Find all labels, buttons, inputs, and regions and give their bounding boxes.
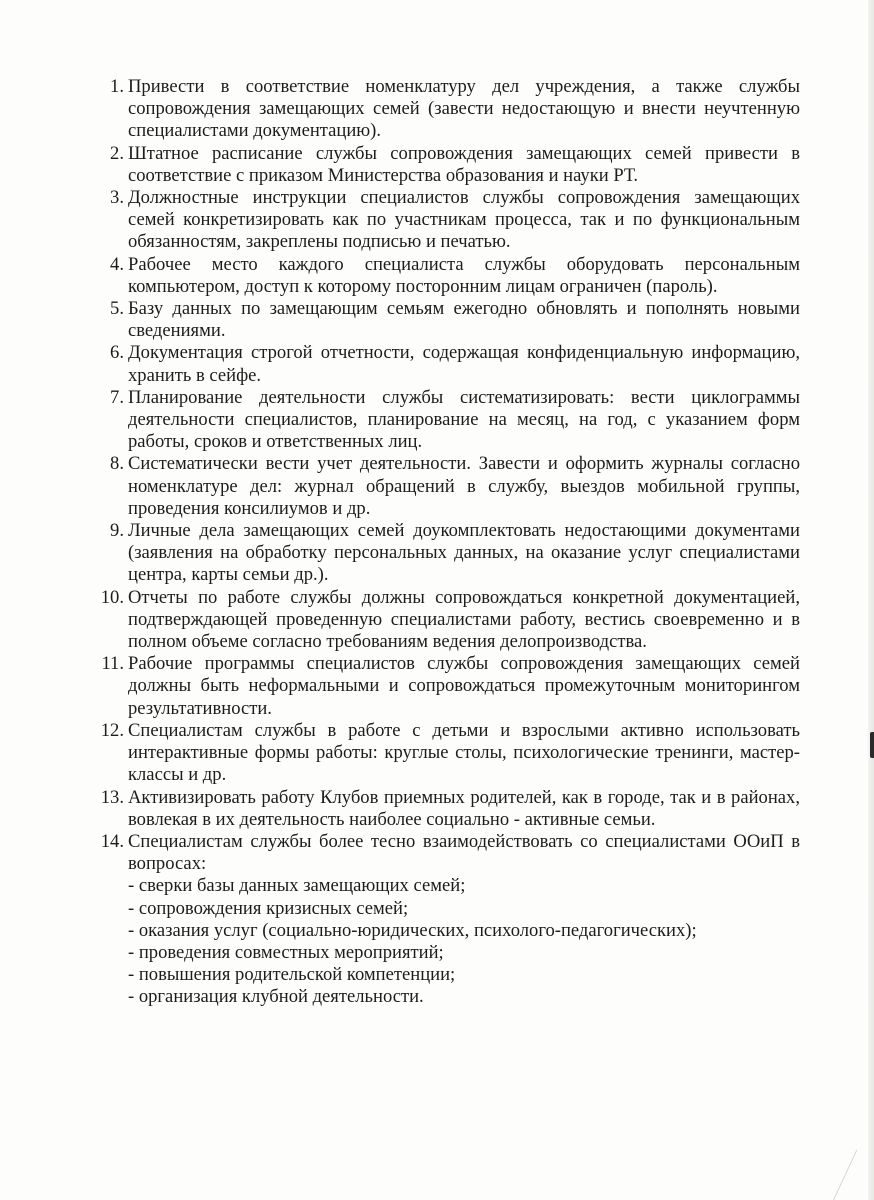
list-item	[84, 720, 800, 787]
item-text: Привести в соответствие номенклатуру дел учреждения, а также службы сопровождения замещающих семей (завести недостающую и внести неучтенную специалистами документацию).	[128, 76, 800, 142]
item-text: Систематически вести учет деятельности. Завести и оформить журналы согласно номенклатуре дел: журнал обращений в службу, выездов мобильной группы, проведения консилиумов и др.	[128, 453, 800, 519]
recommendations-list	[84, 76, 800, 1009]
item-text: Базу данных по замещающим семьям ежегодно обновлять и пополнять новыми сведениями.	[128, 298, 800, 342]
item-text: Специалистам службы более тесно взаимодействовать со специалистами ООиП в вопросах:	[128, 830, 800, 875]
list-item	[84, 298, 800, 342]
list-item	[84, 831, 800, 1009]
sub-list	[128, 875, 800, 1008]
item-number: 7.	[110, 386, 124, 408]
list-item	[84, 342, 800, 386]
item-text: Документация строгой отчетности, содержащая конфиденциальную информацию, хранить в сейфе.	[128, 342, 800, 386]
item-number: 2.	[110, 142, 124, 164]
item-number: 8.	[110, 453, 124, 475]
sub-list-item: - оказания услуг (социально-юридических, психолого-педагогических);	[128, 919, 697, 941]
item-text: Специалистам службы в работе с детьми и взрослыми активно использовать интерактивные формы работы: круглые столы, психологические тренинги, мастер-классы и др.	[128, 719, 800, 786]
item-number: 1.	[110, 76, 124, 97]
item-text-block	[124, 831, 800, 1009]
page-corner-fold	[833, 1150, 874, 1200]
item-number: 14.	[100, 830, 124, 852]
list-item	[84, 453, 800, 520]
item-text: Штатное расписание службы сопровождения замещающих семей привести в соответствие с приказом Министерства образования и науки РТ.	[128, 142, 800, 186]
item-number: 9.	[110, 520, 124, 542]
list-item	[84, 76, 800, 143]
item-text: Активизировать работу Клубов приемных родителей, как в городе, так и в районах, вовлекая в их деятельность наиболее социально - активные семьи.	[128, 786, 800, 830]
item-number: 12.	[100, 719, 124, 741]
sub-list-item: - организация клубной деятельности.	[128, 986, 424, 1008]
list-item	[84, 653, 800, 720]
list-item	[84, 387, 800, 454]
item-text: Отчеты по работе службы должны сопровождаться конкретной документацией, подтверждающей проведенную специалистами работу, вестись своевременно и в полном объеме согласно требованиям ведения делопроизводства.	[128, 586, 800, 653]
item-number: 3.	[110, 187, 124, 209]
item-text: Рабочее место каждого специалиста службы оборудовать персональным компьютером, доступ к которому посторонним лицам ограничен (пароль).	[128, 253, 800, 297]
list-item	[84, 787, 800, 831]
scan-mark	[870, 732, 874, 758]
list-item	[84, 187, 800, 254]
sub-list-item: - повышения родительской компетенции;	[128, 964, 456, 986]
item-text: Планирование деятельности службы систематизировать: вести циклограммы деятельности специалистов, планирование на месяц, на год, с указанием форм работы, сроков и ответственных лиц.	[128, 386, 800, 453]
scan-edge	[868, 0, 874, 1200]
sub-list-item: - сверки базы данных замещающих семей;	[128, 875, 466, 897]
item-number: 10.	[100, 586, 124, 608]
item-text: Должностные инструкции специалистов службы сопровождения замещающих семей конкретизировать как по участникам процесса, так и по функциональным обязанностям, закреплены подписью и печатью.	[128, 187, 800, 253]
list-item	[84, 254, 800, 298]
item-number: 11.	[101, 653, 124, 675]
item-text: Рабочие программы специалистов службы сопровождения замещающих семей должны быть неформальными и сопровождаться промежуточным мониторингом результативности.	[128, 653, 800, 719]
item-number: 4.	[110, 253, 124, 275]
sub-list-item: - сопровождения кризисных семей;	[128, 897, 409, 919]
item-number: 6.	[110, 342, 124, 364]
list-item	[84, 143, 800, 187]
list-item	[84, 520, 800, 587]
item-number: 5.	[110, 298, 124, 320]
list-item	[84, 587, 800, 654]
item-text: Личные дела замещающих семей доукомплектовать недостающими документами (заявления на обработку персональных данных, на оказание услуг специалистами центра, карты семьи др.).	[128, 520, 800, 586]
sub-list-item: - проведения совместных мероприятий;	[128, 941, 444, 963]
item-number: 13.	[100, 786, 124, 808]
